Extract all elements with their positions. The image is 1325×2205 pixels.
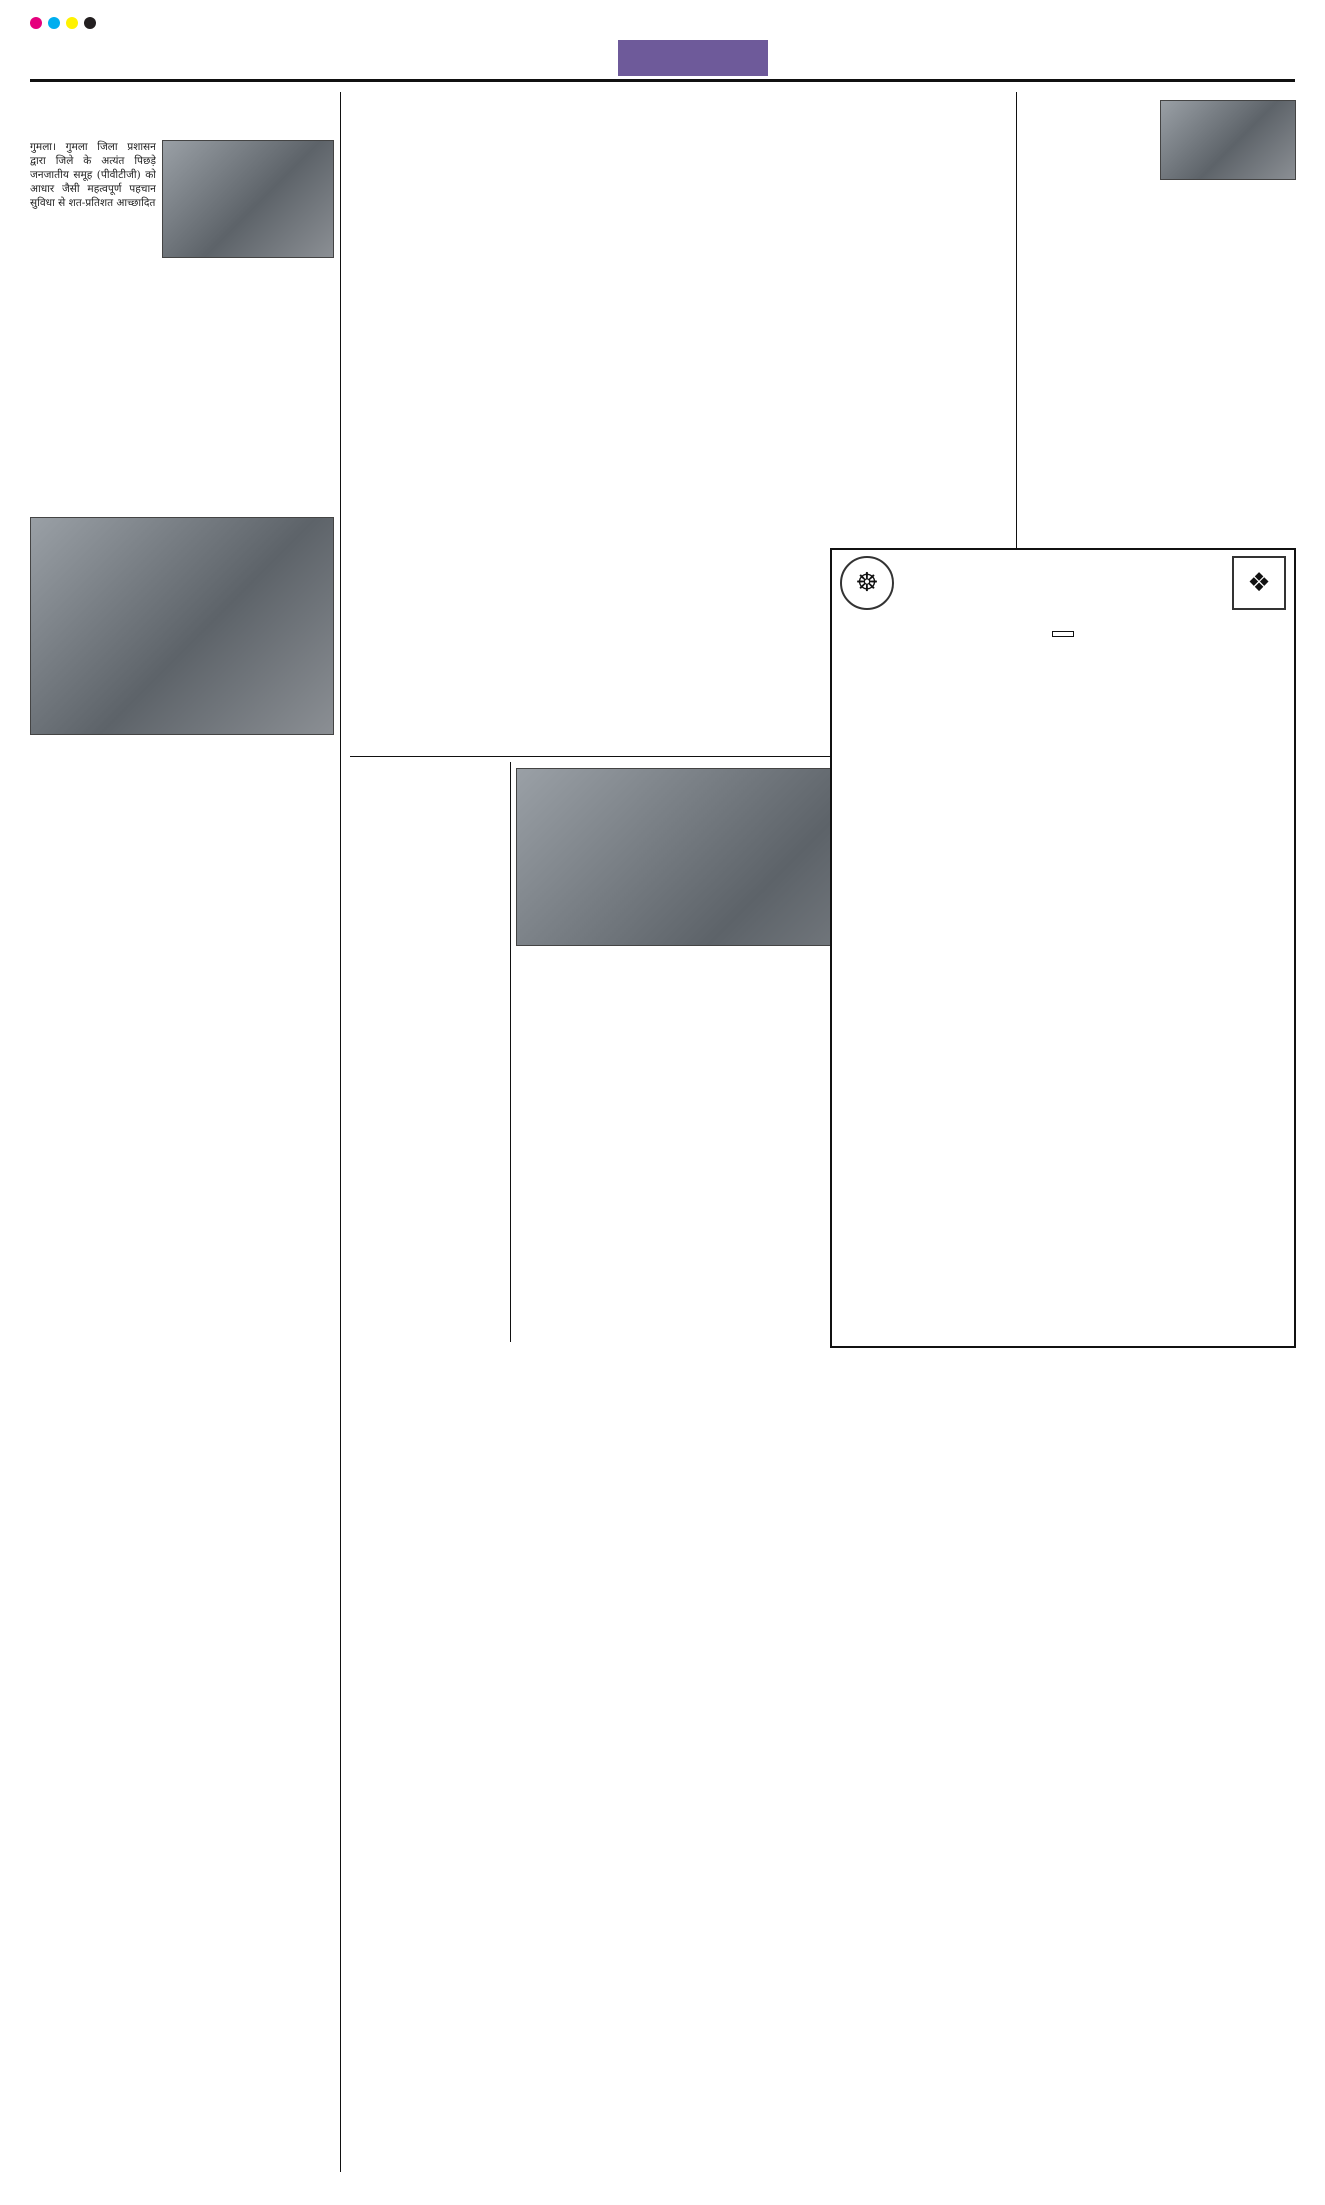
color-registration-top bbox=[30, 14, 102, 33]
masthead bbox=[30, 38, 1295, 82]
govt-emblem-icon: ☸ bbox=[840, 556, 894, 610]
hospital-photo bbox=[1160, 100, 1296, 180]
child-body bbox=[1024, 100, 1154, 470]
left-column bbox=[30, 92, 334, 2172]
left-story1-lead: गुमला। गुमला जिला प्रशासन द्वारा जिले के अत्यंत पिछड़े जनजातीय समूह (पीवीटीजी) को आधार जैसी महत्वपूर्ण पहचान सुविधा से शत-प्रतिशत आच्छादित bbox=[30, 141, 156, 209]
msme-notice-body bbox=[832, 641, 1294, 799]
civil-surgeon-body bbox=[1160, 184, 1296, 448]
child-story bbox=[1024, 94, 1296, 534]
board-logo-icon: ❖ bbox=[1232, 556, 1286, 610]
section-name bbox=[618, 40, 768, 76]
msme-notice-label bbox=[1052, 631, 1074, 637]
msme-contact bbox=[832, 799, 1294, 841]
news-box-title bbox=[80, 92, 334, 134]
left-story4-body bbox=[30, 1257, 334, 1575]
left-story5-body bbox=[30, 1581, 334, 1821]
digital-school-body bbox=[350, 1020, 506, 1260]
sub-story-hearing-body bbox=[672, 279, 1010, 355]
left-story2-body bbox=[30, 739, 334, 937]
left-story1-body bbox=[30, 261, 334, 511]
aadhaar-camp-photo bbox=[162, 140, 334, 258]
left-story3-body bbox=[30, 943, 334, 1251]
column-divider-mid bbox=[510, 762, 511, 1342]
bdo-story bbox=[350, 762, 506, 1342]
guru-purnima-photo bbox=[30, 517, 334, 735]
bdo-body bbox=[350, 766, 506, 1014]
msme-ad-card bbox=[830, 548, 1296, 1348]
lead-body bbox=[350, 294, 670, 750]
column-divider-left bbox=[340, 92, 341, 2172]
sub-story-hearing bbox=[672, 276, 1010, 392]
